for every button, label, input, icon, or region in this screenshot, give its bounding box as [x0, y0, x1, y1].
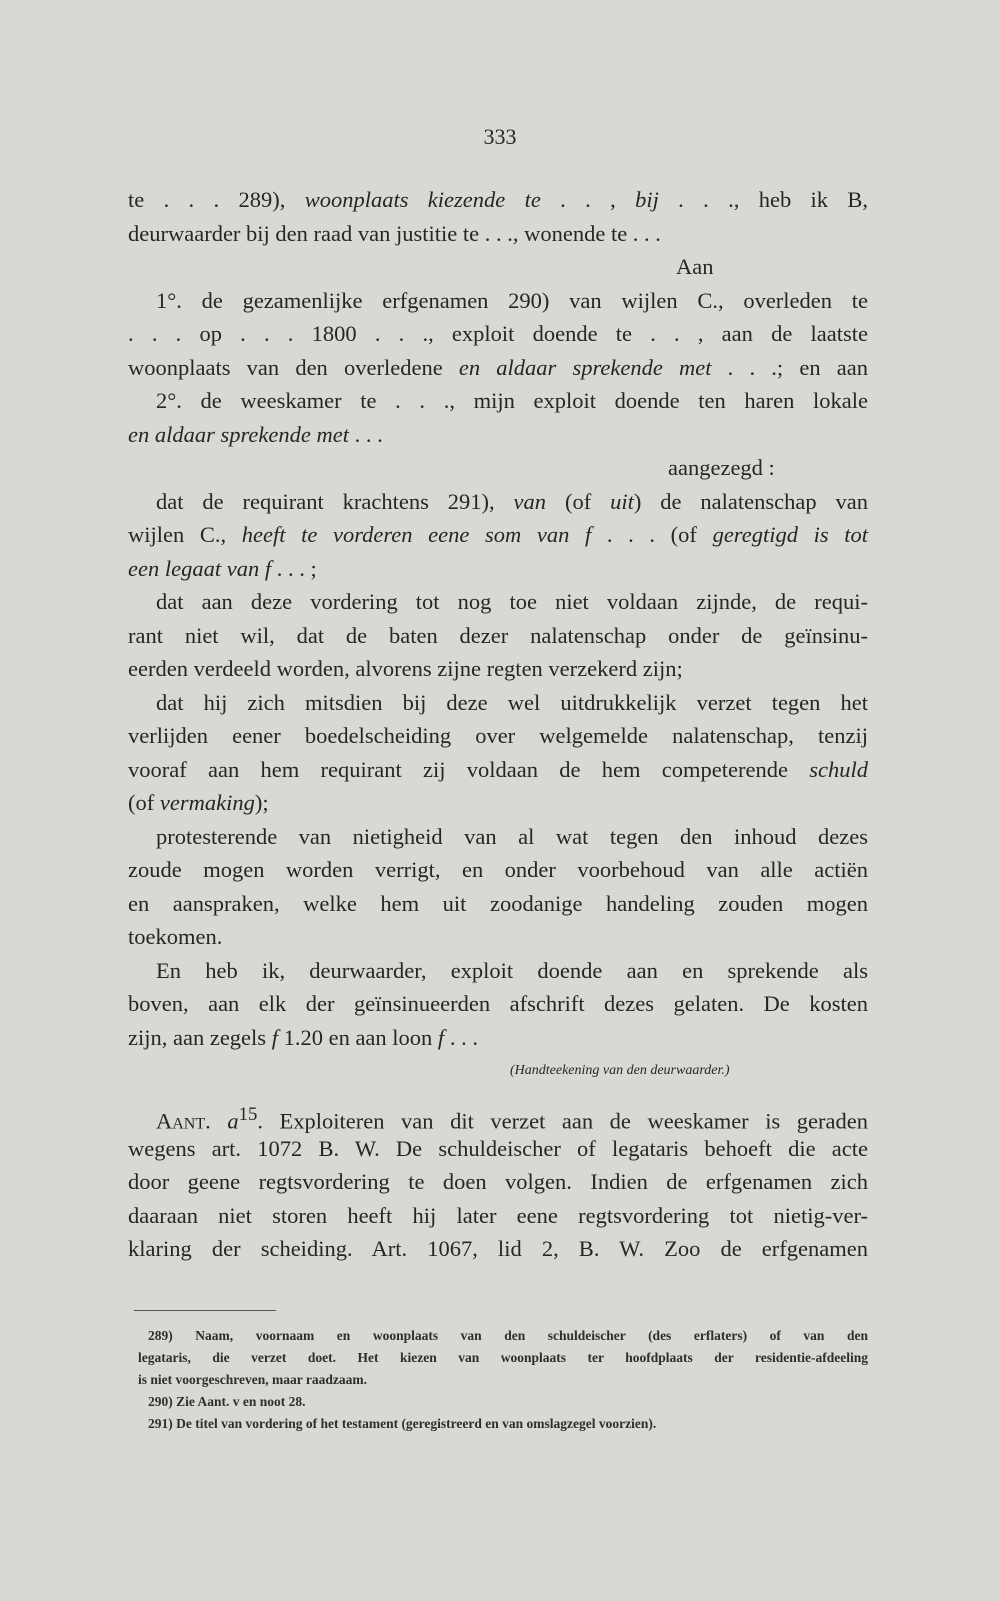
footnote-line: legataris, die verzet doet. Het kiezen van woonplaats ter hoofdplaats der residentie-afdeeling — [138, 1350, 868, 1365]
text-line: eerden verdeeld worden, alvorens zijne regten verzekerd zijn; — [128, 656, 683, 681]
text-line: . . . op . . . 1800 . . ., exploit doende te . . , aan de laatste — [128, 321, 868, 346]
text-line: een legaat van f . . . ; — [128, 555, 317, 581]
text-line: woonplaats van den overledene en aldaar sprekende met . . .; en aan — [128, 354, 868, 380]
footnote-line: 290) Zie Aant. v en noot 28. — [148, 1394, 306, 1409]
annotation-line: Aant. $a^{15}$. Exploiteren van dit verzet aan de weeskamer is geraden — [156, 1104, 868, 1134]
annotation-line: klaring der scheiding. Art. 1067, lid 2, B. W. Zoo de erfgenamen — [128, 1236, 868, 1261]
text-line: verlijden eener boedelscheiding over welgemelde nalatenschap, tenzij — [128, 723, 868, 748]
text-line: dat hij zich mitsdien bij deze wel uitdrukkelijk verzet tegen het — [156, 689, 868, 715]
text-line: en aanspraken, welke hem uit zoodanige handeling zouden mogen — [128, 890, 868, 916]
text-line: wijlen C., heeft te vorderen eene som van f . . . (of geregtigd is tot — [128, 522, 868, 547]
text-line: En heb ik, deurwaarder, exploit doende aan en sprekende als — [156, 957, 868, 983]
text-line: dat de requirant krachtens 291), van (of uit) de nalatenschap van — [156, 488, 868, 514]
text-line: te . . . 289), woonplaats kiezende te . . , bij . . ., heb ik B, — [128, 187, 869, 212]
footnote-line: is niet voorgeschreven, maar raadzaam. — [138, 1372, 367, 1387]
footnote-divider — [134, 1310, 276, 1311]
text-line: toekomen. — [128, 924, 223, 949]
footnote-line: 289) Naam, voornaam en woonplaats van den schuldeischer (des erflaters) of van den — [148, 1328, 868, 1343]
text-line: boven, aan elk der geïnsinueerden afschrift dezes gelaten. De kosten — [128, 991, 868, 1016]
text-line: deurwaarder bij den raad van justitie te . . ., wonende te . . . — [128, 220, 661, 246]
text-line: zoude mogen worden verrigt, en onder voorbehoud van alle actiën — [128, 857, 868, 882]
text-line: 1°. de gezamenlijke erfgenamen 290) van wijlen C., overleden te — [156, 287, 868, 313]
text-line: en aldaar sprekende met . . . — [128, 421, 383, 447]
text-line: Aan — [676, 254, 714, 279]
text-line: protesterende van nietigheid van al wat tegen den inhoud dezes — [156, 823, 868, 849]
text-line: zijn, aan zegels f 1.20 en aan loon f . . . — [128, 1024, 478, 1050]
footnotes — [138, 1325, 868, 1435]
annotation-line: daaraan niet storen heeft hij later eene regtsvordering tot nietig-ver- — [128, 1202, 868, 1228]
page-number: 333 — [483, 124, 517, 149]
annotation-line: wegens art. 1072 B. W. De schuldeischer of legataris behoeft die acte — [128, 1135, 868, 1161]
text-line: (of vermaking); — [128, 790, 269, 815]
annotation-paragraph — [128, 1098, 868, 1266]
text-line: rant niet wil, dat de baten dezer nalatenschap onder de geïnsinu- — [128, 622, 868, 648]
text-line: vooraf aan hem requirant zij voldaan de hem competerende schuld — [128, 756, 868, 782]
main-text — [128, 183, 868, 1266]
text-line: dat aan deze vordering tot nog toe niet voldaan zijnde, de requi- — [156, 589, 868, 614]
footnote-line: 291) De titel van vordering of het testament (geregistreerd en van omslagzegel voorzien). — [148, 1416, 657, 1431]
annotation-line: door geene regtsvordering te doen volgen. Indien de erfgenamen zich — [128, 1169, 868, 1194]
text-line: 2°. de weeskamer te . . ., mijn exploit doende ten haren lokale — [156, 388, 868, 413]
signature-line: (Handteekening van den deurwaarder.) — [510, 1063, 730, 1078]
text-line: aangezegd : — [668, 455, 775, 480]
deed-text — [128, 183, 868, 1054]
